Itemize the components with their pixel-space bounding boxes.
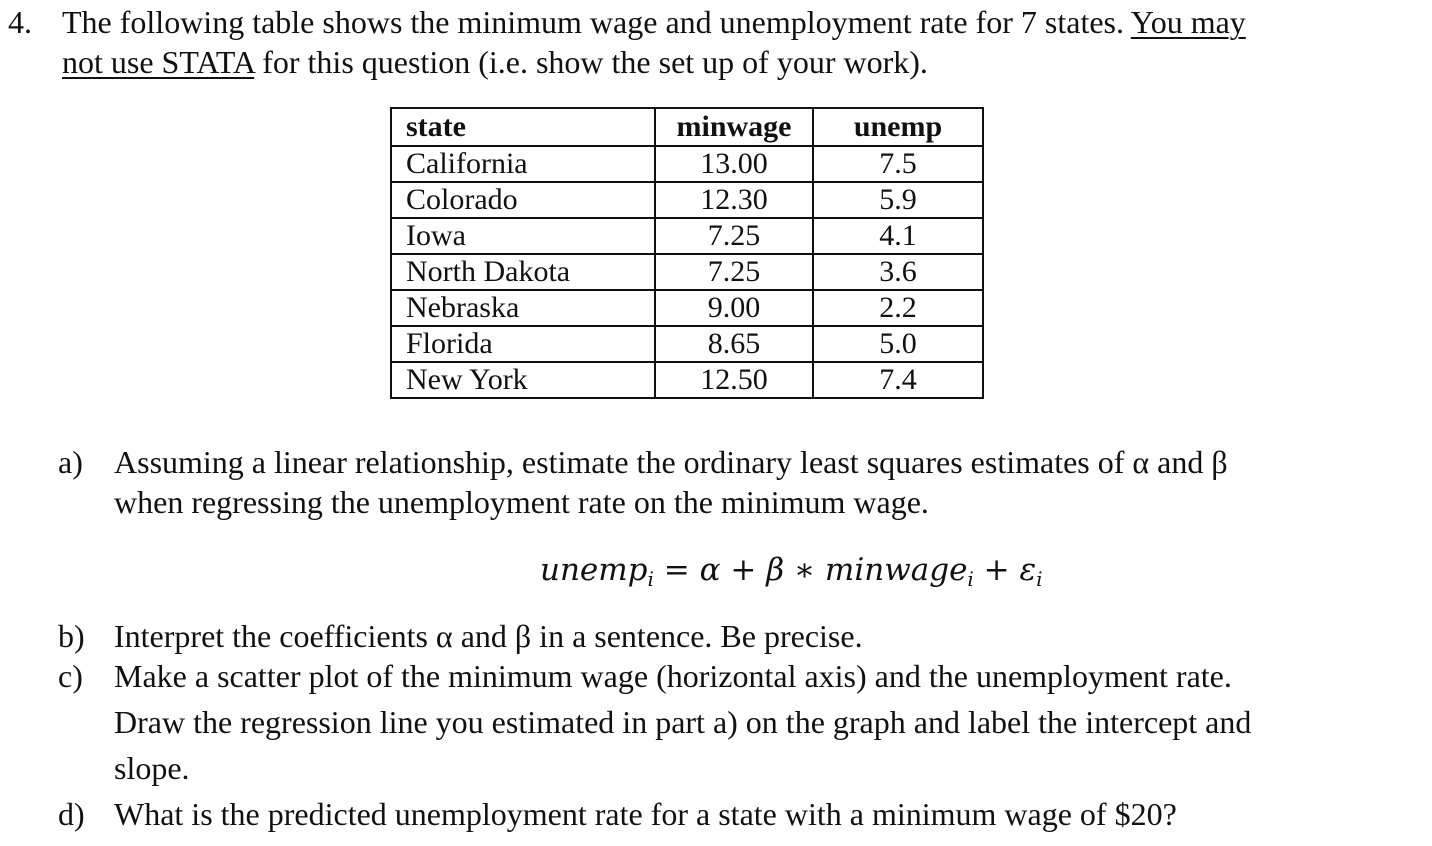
part-d-label: d)	[58, 796, 85, 832]
part-c-line-3: slope.	[114, 750, 190, 786]
table-row	[391, 290, 983, 326]
cell-state: California	[391, 146, 655, 182]
intro-text-2: for this question (i.e. show the set up of your work).	[254, 44, 928, 80]
question-intro-line-2	[62, 42, 928, 82]
cell-unemp: 3.6	[813, 254, 983, 290]
equation-middle: = α + β ∗ minwage	[653, 552, 968, 588]
part-b-label: b)	[58, 618, 85, 654]
part-d-line-1: What is the predicted unemployment rate for a state with a minimum wage of $20?	[114, 796, 1177, 832]
question-intro-line-1	[62, 2, 1246, 42]
regression-equation	[540, 550, 1043, 599]
intro-text: The following table shows the minimum wage and unemployment rate for 7 states.	[62, 4, 1131, 40]
cell-state: Colorado	[391, 182, 655, 218]
cell-state: Iowa	[391, 218, 655, 254]
cell-unemp: 4.1	[813, 218, 983, 254]
cell-minwage: 8.65	[655, 326, 813, 362]
header-unemp: unemp	[813, 108, 983, 146]
cell-minwage: 9.00	[655, 290, 813, 326]
part-a-label: a)	[58, 444, 83, 480]
header-minwage: minwage	[655, 108, 813, 146]
cell-unemp: 5.0	[813, 326, 983, 362]
equation-lhs: unemp	[540, 552, 648, 588]
part-b-line-1: Interpret the coefficients α and β in a sentence. Be precise.	[114, 618, 863, 654]
table-row	[391, 146, 983, 182]
intro-underlined-text-2: not use STATA	[62, 44, 255, 80]
header-state: state	[391, 108, 655, 146]
equation-error: + ε	[973, 552, 1037, 588]
cell-minwage: 7.25	[655, 218, 813, 254]
table-row	[391, 362, 983, 398]
cell-minwage: 7.25	[655, 254, 813, 290]
table-row	[391, 254, 983, 290]
cell-unemp: 7.4	[813, 362, 983, 398]
part-c-line-1: Make a scatter plot of the minimum wage (horizontal axis) and the unemployment rate.	[114, 658, 1232, 694]
table-header-row	[391, 108, 983, 146]
cell-unemp: 5.9	[813, 182, 983, 218]
part-a-line-1: Assuming a linear relationship, estimate the ordinary least squares estimates of α and β	[114, 444, 1228, 480]
cell-state: North Dakota	[391, 254, 655, 290]
cell-unemp: 7.5	[813, 146, 983, 182]
question-number: 4.	[8, 4, 32, 40]
cell-minwage: 13.00	[655, 146, 813, 182]
equation-subscript: i	[1036, 567, 1043, 591]
part-c-label: c)	[58, 658, 83, 694]
part-c-line-2: Draw the regression line you estimated in part a) on the graph and label the intercept and	[114, 704, 1252, 740]
cell-minwage: 12.30	[655, 182, 813, 218]
cell-state: Florida	[391, 326, 655, 362]
table-row	[391, 218, 983, 254]
cell-state: Nebraska	[391, 290, 655, 326]
equation-subscript: i	[647, 567, 654, 591]
cell-minwage: 12.50	[655, 362, 813, 398]
equation-subscript: i	[967, 567, 974, 591]
table-row	[391, 326, 983, 362]
table-row	[391, 182, 983, 218]
cell-unemp: 2.2	[813, 290, 983, 326]
part-a-line-2: when regressing the unemployment rate on the minimum wage.	[114, 484, 929, 520]
data-table	[390, 107, 984, 399]
intro-underlined-text: You may	[1130, 4, 1246, 40]
cell-state: New York	[391, 362, 655, 398]
